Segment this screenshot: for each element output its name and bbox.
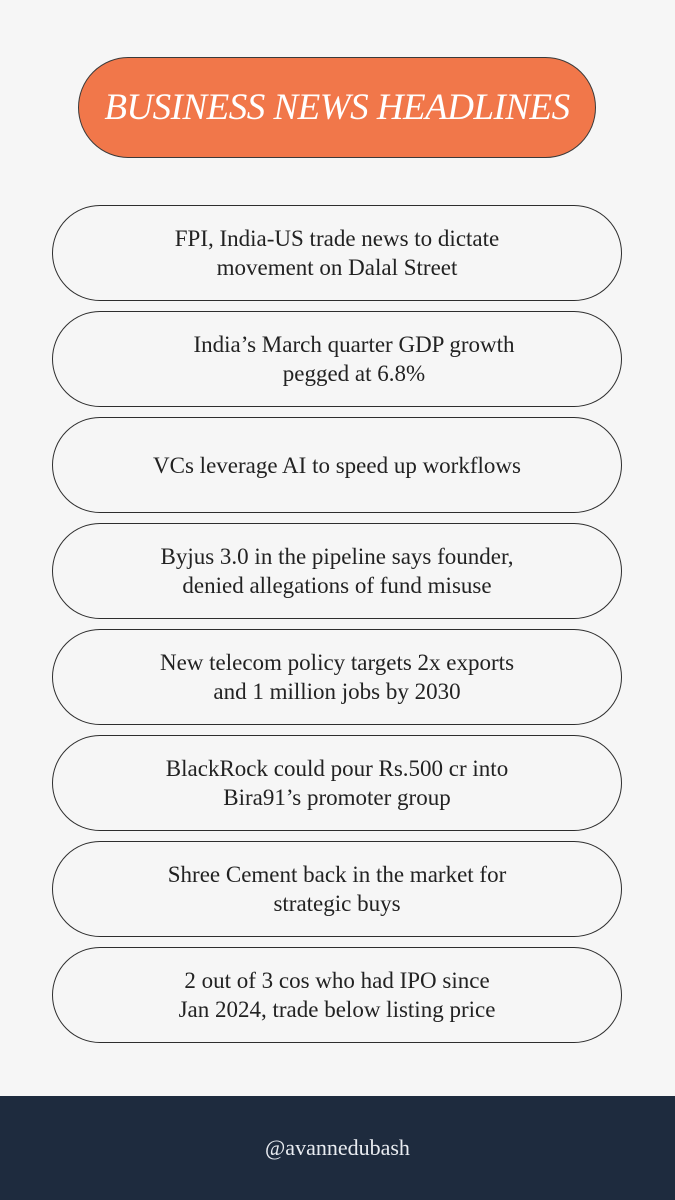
headline-text: Shree Cement back in the market for strategic buys [167,862,507,916]
headline-text: New telecom policy targets 2x exports and 1 million jobs by 2030 [159,650,515,704]
headline-item [52,629,622,725]
footer-bar [0,1096,675,1200]
headline-item [52,311,622,407]
headline-text: FPI, India-US trade news to dictate movement on Dalal Street [174,226,500,280]
title-banner [78,57,596,158]
headline-text: BlackRock could pour Rs.500 cr into Bira91’s promoter group [165,756,509,810]
headline-item [52,841,622,937]
headline-text: India’s March quarter GDP growth pegged at 6.8% [193,332,515,386]
headline-item [52,417,622,513]
headline-item [52,947,622,1043]
headline-item [52,735,622,831]
headline-text: Byjus 3.0 in the pipeline says founder, denied allegations of fund misuse [160,544,514,598]
author-handle: @avannedubash [265,1135,410,1160]
headline-item [52,205,622,301]
headline-item [52,523,622,619]
headline-text: VCs leverage AI to speed up workflows [153,452,521,478]
headline-text: 2 out of 3 cos who had IPO since Jan 2024, trade below listing price [178,968,496,1022]
page-title: BUSINESS NEWS HEADLINES [104,87,570,128]
